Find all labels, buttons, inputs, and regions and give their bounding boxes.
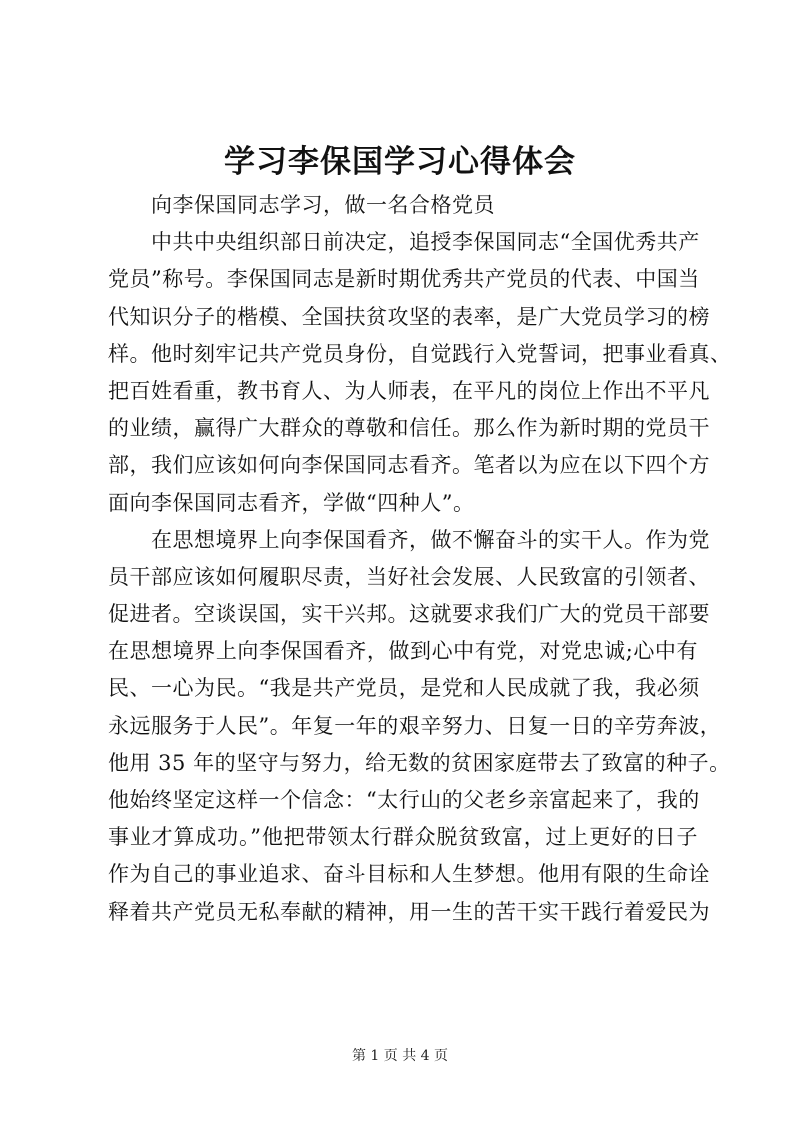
paragraph-2-line-7: 他用 35 年的坚守与努力，给无数的贫困家庭带去了致富的种子。 <box>108 750 731 775</box>
paragraph-2-line-10: 作为自己的事业追求、奋斗目标和人生梦想。他用有限的生命诠 <box>108 862 710 887</box>
page-number-footer: 第 1 页 共 4 页 <box>351 1048 449 1064</box>
paragraph-2-line-3: 促进者。空谈误国，实干兴邦。这就要求我们广大的党员干部要 <box>108 602 710 627</box>
paragraph-2-line-6: 永远服务于人民”。年复一年的艰辛努力、日复一日的辛劳奔波， <box>108 713 722 738</box>
document-title: 学习李保国学习心得体会 <box>224 144 576 180</box>
paragraph-1-line-6: 的业绩，赢得广大群众的尊敬和信任。那么作为新时期的党员干 <box>108 416 710 441</box>
paragraph-2-line-11: 释着共产党员无私奉献的精神，用一生的苦干实干践行着爱民为 <box>108 899 710 924</box>
paragraph-2-line-1: 在思想境界上向李保国看齐，做不懈奋斗的实干人。作为党 <box>151 527 710 552</box>
paragraph-1-line-5: 把百姓看重，教书育人、为人师表，在平凡的岗位上作出不平凡 <box>108 378 710 403</box>
paragraph-2-line-8: 他始终坚定这样一个信念：“太行山的父老乡亲富起来了，我的 <box>108 788 700 812</box>
subtitle-line: 向李保国同志学习，做一名合格党员 <box>151 193 495 217</box>
paragraph-1-line-8: 面向李保国同志看齐，学做“四种人”。 <box>108 490 475 515</box>
paragraph-2-line-4: 在思想境界上向李保国看齐，做到心中有党，对党忠诚;心中有 <box>108 639 698 664</box>
paragraph-2-line-2: 员干部应该如何履职尽责，当好社会发展、人民致富的引领者、 <box>108 564 710 589</box>
paragraph-1-line-4: 样。他时刻牢记共产党员身份，自觉践行入党誓词，把事业看真、 <box>108 341 732 366</box>
paragraph-1-line-1: 中共中央组织部日前决定，追授李保国同志“全国优秀共产 <box>151 230 700 255</box>
paragraph-2-line-5: 民、一心为民。“我是共产党员，是党和人民成就了我，我必须 <box>108 676 700 701</box>
paragraph-1-line-7: 部，我们应该如何向李保国同志看齐。笔者以为应在以下四个方 <box>108 453 710 478</box>
paragraph-2-line-9: 事业才算成功。”他把带领太行群众脱贫致富，过上更好的日子 <box>108 825 698 850</box>
paragraph-1-line-3: 代知识分子的楷模、全国扶贫攻坚的表率，是广大党员学习的榜 <box>108 304 710 329</box>
document-body <box>108 187 732 931</box>
paragraph-1-line-2: 党员”称号。李保国同志是新时期优秀共产党员的代表、中国当 <box>108 267 700 292</box>
